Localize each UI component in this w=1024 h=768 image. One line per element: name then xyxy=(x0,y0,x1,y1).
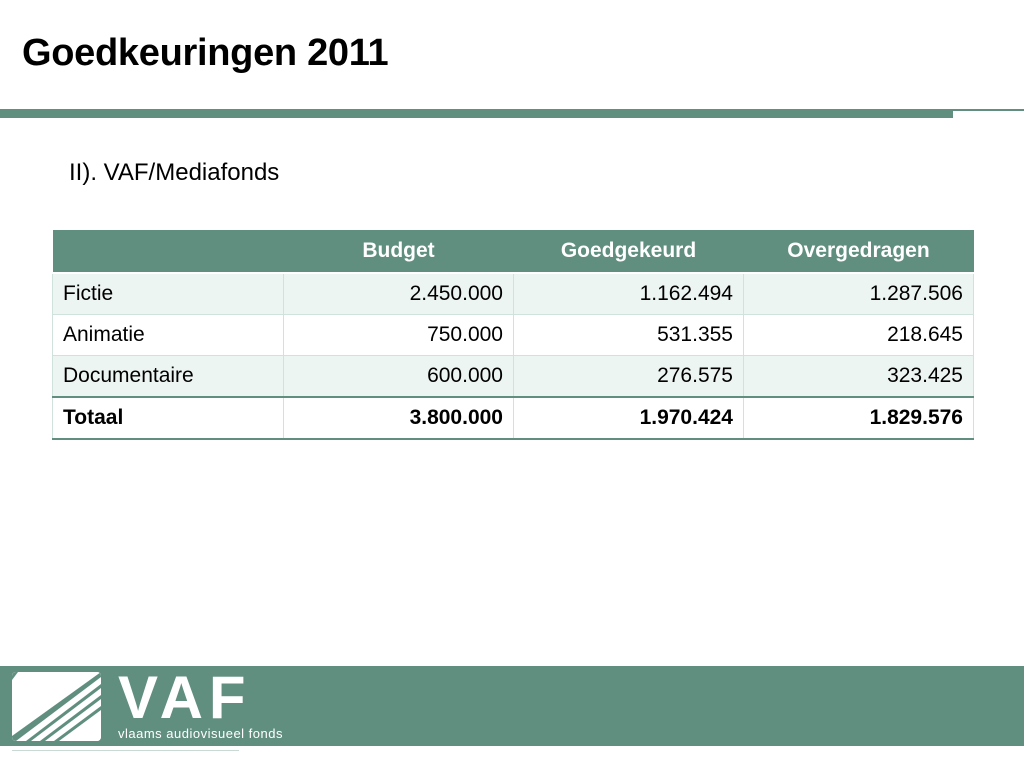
goedgekeurd-cell: 276.575 xyxy=(514,356,744,398)
approvals-table xyxy=(52,230,974,440)
row-label: Documentaire xyxy=(53,356,284,398)
table-header-row xyxy=(53,230,974,273)
table-row xyxy=(53,273,974,315)
overgedragen-cell: 218.645 xyxy=(744,315,974,356)
title-divider xyxy=(0,109,953,118)
table-row xyxy=(53,356,974,398)
vaf-logo-text: VAF xyxy=(118,664,252,731)
row-label: Fictie xyxy=(53,273,284,315)
budget-cell: 600.000 xyxy=(284,356,514,398)
slide-title: Goedkeuringen 2011 xyxy=(22,32,389,74)
total-label: Totaal xyxy=(53,397,284,439)
total-goedgekeurd-cell: 1.970.424 xyxy=(514,397,744,439)
overgedragen-cell: 1.287.506 xyxy=(744,273,974,315)
column-header-overgedragen: Overgedragen xyxy=(744,230,974,273)
budget-cell: 750.000 xyxy=(284,315,514,356)
column-header-budget: Budget xyxy=(284,230,514,273)
budget-cell: 2.450.000 xyxy=(284,273,514,315)
goedgekeurd-cell: 1.162.494 xyxy=(514,273,744,315)
total-budget-cell: 3.800.000 xyxy=(284,397,514,439)
goedgekeurd-cell: 531.355 xyxy=(514,315,744,356)
overgedragen-cell: 323.425 xyxy=(744,356,974,398)
title-divider-thin xyxy=(953,109,1024,111)
section-subtitle: II). VAF/Mediafonds xyxy=(69,159,280,186)
row-label: Animatie xyxy=(53,315,284,356)
table-row xyxy=(53,315,974,356)
vaf-tagline: vlaams audiovisueel fonds xyxy=(118,726,283,741)
footer-band xyxy=(0,666,1024,746)
column-header-label xyxy=(53,230,284,273)
vaf-logo-mark-svg xyxy=(12,672,101,741)
table-total-row xyxy=(53,397,974,439)
footer-underline xyxy=(12,750,239,751)
column-header-goedgekeurd: Goedgekeurd xyxy=(514,230,744,273)
total-overgedragen-cell: 1.829.576 xyxy=(744,397,974,439)
vaf-logo-mark-icon xyxy=(12,672,101,741)
